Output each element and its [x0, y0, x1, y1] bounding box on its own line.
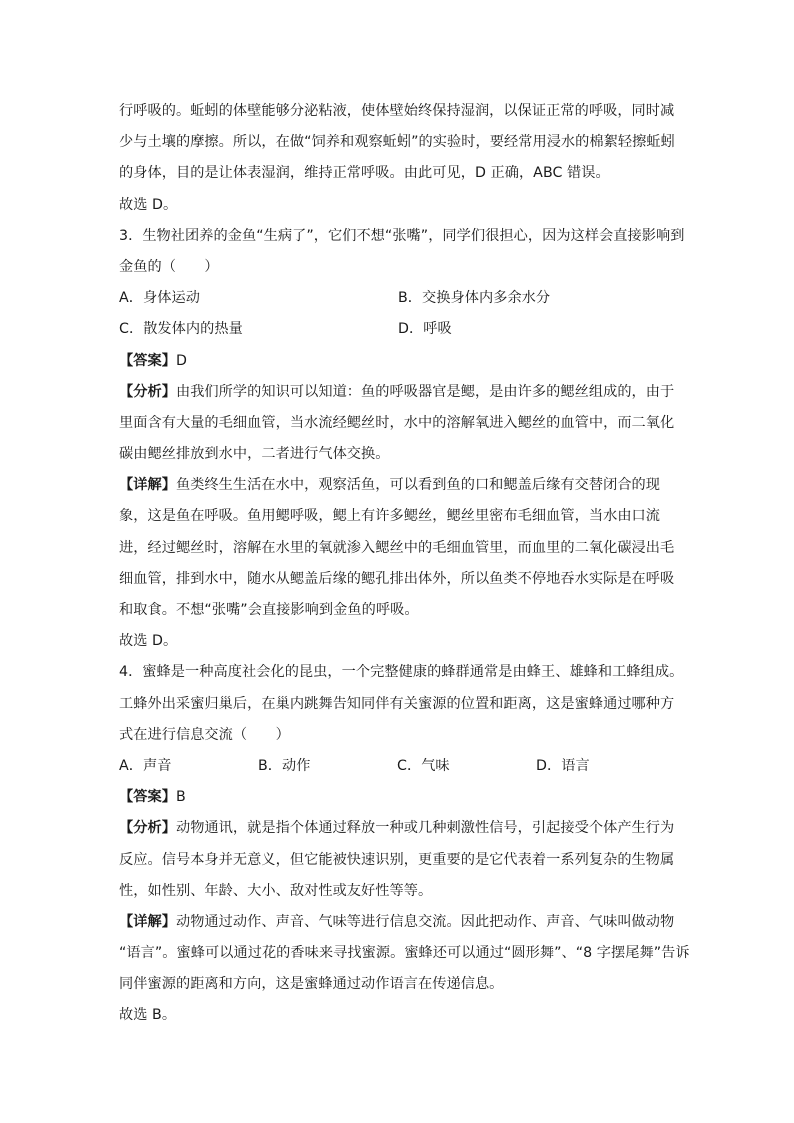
q3-options-row-1 — [119, 283, 679, 314]
q3-answer-value: D — [175, 352, 187, 369]
q4-stem-line-1: 4．蜜蜂是一种高度社会化的昆虫，一个完整健康的蜂群通常是由蜂王、雄蜂和工蜂组成。 — [119, 664, 684, 681]
q3-detail-text-1: 鱼类终生生活在水中，观察活鱼，可以看到鱼的口和鳃盖后缘有交替闭合的现 — [175, 477, 661, 494]
q3-detail-line-2: 象，这是鱼在呼吸。鱼用鳃呼吸，鳃上有许多鳃丝，鳃丝里密布毛细血管，当水由口流 — [119, 508, 661, 525]
q4-answer-value: B — [175, 789, 186, 806]
q3-options-row-2 — [119, 314, 679, 345]
q4-detail-line-3: 同伴蜜源的距离和方向，这是蜜蜂通过动作语言在传递信息。 — [119, 976, 504, 993]
q3-analysis-line-3: 碳由鳃丝排放到水中，二者进行气体交换。 — [119, 446, 390, 463]
q4-option-b: B．动作 — [258, 757, 311, 774]
q2-explanation-line-3: 的身体，目的是让体表湿润，维持正常呼吸。由此可见，D 正确，ABC 错误。 — [119, 165, 610, 182]
q3-detail-line-3: 进，经过鳃丝时，溶解在水里的氧就渗入鳃丝中的毛细血管里，而血里的二氧化碳浸出毛 — [119, 539, 675, 556]
q4-analysis-line-3: 性，如性别、年龄、大小、敌对性或友好性等等。 — [119, 882, 433, 899]
q3-option-d: D．呼吸 — [398, 321, 452, 338]
q4-option-a: A．声音 — [119, 757, 172, 774]
q4-stem-line-3: 式在进行信息交流（ ） — [119, 726, 290, 743]
q4-analysis-line-2: 反应。信号本身并无意义，但它能被快速识别，更重要的是它代表着一系列复杂的生物属 — [119, 851, 675, 868]
q4-stem-line-2: 工蜂外出采蜜归巢后，在巢内跳舞告知同伴有关蜜源的位置和距离，这是蜜蜂通过哪种方 — [119, 695, 675, 712]
q3-option-b: B．交换身体内多余水分 — [398, 290, 551, 307]
q4-answer-tag: 【答案】 — [119, 789, 176, 806]
q2-explanation-line-2: 少与土壤的摩擦。所以，在做“饲养和观察蚯蚓”的实验时，要经常用浸水的棉絮轻擦蚯蚓 — [119, 134, 675, 151]
q3-detail-tag: 【详解】 — [119, 477, 176, 494]
q3-detail-line-4: 细血管，排到水中，随水从鳃盖后缘的鳃孔排出体外，所以鱼类不停地吞水实际是在呼吸 — [119, 570, 675, 587]
q4-analysis-tag: 【分析】 — [119, 820, 176, 837]
q3-stem-line-2: 金鱼的（ ） — [119, 258, 219, 275]
q3-stem-line-1: 3．生物社团养的金鱼“生病了”，它们不想“张嘴”，同学们很担心，因为这样会直接影响到 — [119, 227, 685, 244]
q3-analysis-text-1: 由我们所学的知识可以知道：鱼的呼吸器官是鳃，是由许多的鳃丝组成的，由于 — [175, 383, 675, 400]
q3-detail-line-5: 和取食。不想“张嘴”会直接影响到金鱼的呼吸。 — [119, 602, 419, 618]
q3-analysis-line-1 — [119, 377, 679, 408]
document-page — [119, 96, 690, 1032]
q3-analysis-tag: 【分析】 — [119, 383, 176, 400]
q4-detail-line-1 — [119, 907, 679, 938]
q4-analysis-text-1: 动物通讯，就是指个体通过释放一种或几种刺激性信号，引起接受个体产生行为 — [175, 820, 675, 837]
q4-option-c: C．气味 — [397, 757, 450, 774]
q4-conclusion: 故选 B。 — [119, 1007, 177, 1024]
q3-detail-line-1 — [119, 470, 679, 501]
q3-answer-tag: 【答案】 — [119, 352, 176, 369]
q3-option-c: C．散发体内的热量 — [119, 321, 243, 338]
q4-detail-text-1: 动物通过动作、声音、气味等进行信息交流。因此把动作、声音、气味叫做动物 — [175, 913, 675, 930]
q2-conclusion: 故选 D。 — [119, 196, 178, 213]
q4-option-d: D．语言 — [536, 757, 590, 774]
q4-answer — [119, 782, 679, 813]
q4-detail-tag: 【详解】 — [119, 913, 176, 930]
q4-options-row — [119, 751, 679, 782]
q4-analysis-line-1 — [119, 813, 679, 844]
q4-detail-line-2: “语言”。蜜蜂可以通过花的香味来寻找蜜源。蜜蜂还可以通过“圆形舞”、“8 字摆尾舞”告诉 — [119, 945, 690, 962]
q3-answer — [119, 346, 679, 377]
q3-analysis-line-2: 里面含有大量的毛细血管，当水流经鳃丝时，水中的溶解氧进入鳃丝的血管中，而二氧化 — [119, 414, 675, 431]
q3-option-a: A．身体运动 — [119, 290, 200, 307]
q2-explanation-line-1: 行呼吸的。蚯蚓的体壁能够分泌粘液，使体壁始终保持湿润，以保证正常的呼吸，同时减 — [119, 103, 675, 119]
q3-conclusion: 故选 D。 — [119, 633, 178, 650]
